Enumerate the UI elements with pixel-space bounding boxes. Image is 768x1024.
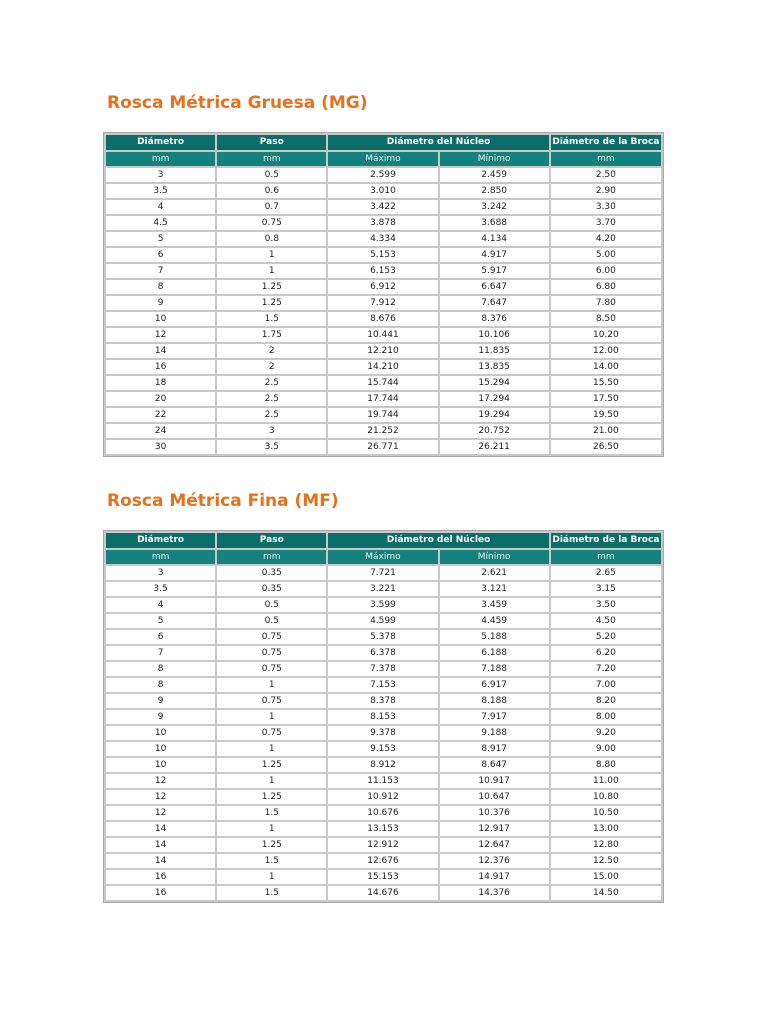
table-row bbox=[106, 598, 661, 612]
cell-broca: 10.80 bbox=[551, 790, 661, 804]
cell-nucleo-minimo: 11.835 bbox=[440, 344, 549, 358]
table-row bbox=[106, 200, 661, 214]
cell-diametro: 4 bbox=[106, 200, 215, 214]
table-header-row bbox=[106, 533, 661, 548]
cell-nucleo-minimo: 3.242 bbox=[440, 200, 549, 214]
cell-nucleo-maximo: 8.912 bbox=[328, 758, 437, 772]
table-row bbox=[106, 758, 661, 772]
cell-broca: 7.20 bbox=[551, 662, 661, 676]
table-row bbox=[106, 440, 661, 454]
table-row bbox=[106, 886, 661, 900]
table-row bbox=[106, 726, 661, 740]
header-diametro-broca: Diámetro de la Broca bbox=[551, 533, 661, 548]
cell-diametro: 4.5 bbox=[106, 216, 215, 230]
cell-diametro: 14 bbox=[106, 838, 215, 852]
cell-nucleo-minimo: 10.917 bbox=[440, 774, 549, 788]
cell-nucleo-maximo: 7.721 bbox=[328, 566, 437, 580]
cell-nucleo-minimo: 6.647 bbox=[440, 280, 549, 294]
section-title-mf: Rosca Métrica Fina (MF) bbox=[107, 491, 339, 511]
cell-broca: 9.00 bbox=[551, 742, 661, 756]
cell-broca: 9.20 bbox=[551, 726, 661, 740]
cell-diametro: 8 bbox=[106, 678, 215, 692]
cell-nucleo-maximo: 3.599 bbox=[328, 598, 437, 612]
cell-paso: 1 bbox=[217, 710, 326, 724]
table-row bbox=[106, 248, 661, 262]
cell-nucleo-maximo: 8.153 bbox=[328, 710, 437, 724]
table-row bbox=[106, 424, 661, 438]
subheader-unit: mm bbox=[106, 152, 215, 166]
cell-diametro: 6 bbox=[106, 248, 215, 262]
subheader-unit: mm bbox=[217, 550, 326, 564]
cell-diametro: 30 bbox=[106, 440, 215, 454]
section-rosca-metrica-gruesa bbox=[103, 90, 664, 457]
table-row bbox=[106, 408, 661, 422]
table-row bbox=[106, 296, 661, 310]
table-row bbox=[106, 742, 661, 756]
cell-broca: 14.50 bbox=[551, 886, 661, 900]
cell-nucleo-maximo: 3.422 bbox=[328, 200, 437, 214]
table-row bbox=[106, 328, 661, 342]
cell-nucleo-minimo: 10.376 bbox=[440, 806, 549, 820]
cell-nucleo-minimo: 14.917 bbox=[440, 870, 549, 884]
cell-nucleo-maximo: 12.912 bbox=[328, 838, 437, 852]
cell-nucleo-minimo: 12.647 bbox=[440, 838, 549, 852]
table-row bbox=[106, 216, 661, 230]
table-row bbox=[106, 392, 661, 406]
cell-nucleo-minimo: 10.647 bbox=[440, 790, 549, 804]
cell-nucleo-minimo: 8.376 bbox=[440, 312, 549, 326]
subheader-unit: mm bbox=[551, 152, 661, 166]
cell-diametro: 14 bbox=[106, 854, 215, 868]
cell-broca: 8.80 bbox=[551, 758, 661, 772]
cell-broca: 7.00 bbox=[551, 678, 661, 692]
cell-broca: 6.00 bbox=[551, 264, 661, 278]
cell-broca: 3.70 bbox=[551, 216, 661, 230]
cell-diametro: 12 bbox=[106, 790, 215, 804]
cell-nucleo-minimo: 13.835 bbox=[440, 360, 549, 374]
cell-diametro: 3.5 bbox=[106, 184, 215, 198]
cell-nucleo-maximo: 7.153 bbox=[328, 678, 437, 692]
cell-diametro: 16 bbox=[106, 360, 215, 374]
cell-broca: 2.50 bbox=[551, 168, 661, 182]
table-row bbox=[106, 360, 661, 374]
cell-nucleo-maximo: 5.153 bbox=[328, 248, 437, 262]
cell-nucleo-minimo: 6.917 bbox=[440, 678, 549, 692]
table-row bbox=[106, 678, 661, 692]
cell-broca: 11.00 bbox=[551, 774, 661, 788]
subheader-unit: mm bbox=[551, 550, 661, 564]
table-row bbox=[106, 264, 661, 278]
cell-diametro: 3 bbox=[106, 168, 215, 182]
cell-diametro: 10 bbox=[106, 758, 215, 772]
cell-diametro: 4 bbox=[106, 598, 215, 612]
cell-broca: 10.20 bbox=[551, 328, 661, 342]
cell-paso: 2.5 bbox=[217, 408, 326, 422]
subheader-unit: mm bbox=[217, 152, 326, 166]
cell-nucleo-maximo: 9.153 bbox=[328, 742, 437, 756]
cell-nucleo-minimo: 5.917 bbox=[440, 264, 549, 278]
header-diametro: Diámetro bbox=[106, 135, 215, 150]
cell-paso: 1.25 bbox=[217, 280, 326, 294]
cell-nucleo-minimo: 2.850 bbox=[440, 184, 549, 198]
cell-nucleo-maximo: 12.676 bbox=[328, 854, 437, 868]
cell-paso: 0.5 bbox=[217, 598, 326, 612]
cell-broca: 17.50 bbox=[551, 392, 661, 406]
cell-diametro: 24 bbox=[106, 424, 215, 438]
cell-nucleo-maximo: 7.378 bbox=[328, 662, 437, 676]
table-row bbox=[106, 280, 661, 294]
cell-broca: 15.50 bbox=[551, 376, 661, 390]
cell-broca: 26.50 bbox=[551, 440, 661, 454]
cell-diametro: 18 bbox=[106, 376, 215, 390]
table-row bbox=[106, 854, 661, 868]
cell-broca: 12.00 bbox=[551, 344, 661, 358]
cell-nucleo-maximo: 3.221 bbox=[328, 582, 437, 596]
table-row bbox=[106, 710, 661, 724]
cell-nucleo-maximo: 6.912 bbox=[328, 280, 437, 294]
table-row bbox=[106, 232, 661, 246]
table-body-mg bbox=[106, 168, 661, 454]
cell-nucleo-maximo: 2.599 bbox=[328, 168, 437, 182]
cell-nucleo-maximo: 3.878 bbox=[328, 216, 437, 230]
cell-nucleo-maximo: 5.378 bbox=[328, 630, 437, 644]
cell-nucleo-minimo: 4.917 bbox=[440, 248, 549, 262]
cell-paso: 0.35 bbox=[217, 566, 326, 580]
table-row bbox=[106, 790, 661, 804]
section-title-mg: Rosca Métrica Gruesa (MG) bbox=[107, 93, 368, 113]
table-mf bbox=[103, 530, 664, 903]
cell-nucleo-maximo: 4.334 bbox=[328, 232, 437, 246]
table-row bbox=[106, 312, 661, 326]
table-row bbox=[106, 630, 661, 644]
cell-broca: 8.00 bbox=[551, 710, 661, 724]
cell-paso: 1.5 bbox=[217, 886, 326, 900]
cell-nucleo-maximo: 10.441 bbox=[328, 328, 437, 342]
table-row bbox=[106, 822, 661, 836]
subheader-maximo: Máximo bbox=[328, 152, 437, 166]
table-body-mf bbox=[106, 566, 661, 900]
cell-broca: 12.50 bbox=[551, 854, 661, 868]
cell-diametro: 9 bbox=[106, 694, 215, 708]
cell-nucleo-minimo: 3.688 bbox=[440, 216, 549, 230]
cell-paso: 0.8 bbox=[217, 232, 326, 246]
cell-broca: 12.80 bbox=[551, 838, 661, 852]
cell-nucleo-minimo: 8.917 bbox=[440, 742, 549, 756]
table-row bbox=[106, 376, 661, 390]
cell-diametro: 3 bbox=[106, 566, 215, 580]
table-header-row bbox=[106, 135, 661, 150]
cell-paso: 1.25 bbox=[217, 296, 326, 310]
cell-nucleo-maximo: 8.378 bbox=[328, 694, 437, 708]
table-row bbox=[106, 646, 661, 660]
cell-paso: 1 bbox=[217, 742, 326, 756]
cell-nucleo-minimo: 9.188 bbox=[440, 726, 549, 740]
cell-nucleo-maximo: 12.210 bbox=[328, 344, 437, 358]
cell-broca: 19.50 bbox=[551, 408, 661, 422]
cell-nucleo-minimo: 7.647 bbox=[440, 296, 549, 310]
cell-diametro: 10 bbox=[106, 742, 215, 756]
cell-paso: 0.75 bbox=[217, 662, 326, 676]
table-subheader-row bbox=[106, 152, 661, 166]
cell-broca: 3.30 bbox=[551, 200, 661, 214]
table-subheader-row bbox=[106, 550, 661, 564]
cell-paso: 0.7 bbox=[217, 200, 326, 214]
cell-paso: 0.6 bbox=[217, 184, 326, 198]
table-row bbox=[106, 806, 661, 820]
cell-broca: 2.90 bbox=[551, 184, 661, 198]
header-diametro-nucleo: Diámetro del Núcleo bbox=[328, 533, 548, 548]
table-row bbox=[106, 168, 661, 182]
cell-paso: 2 bbox=[217, 344, 326, 358]
cell-nucleo-maximo: 15.744 bbox=[328, 376, 437, 390]
cell-nucleo-maximo: 19.744 bbox=[328, 408, 437, 422]
cell-paso: 1.5 bbox=[217, 806, 326, 820]
cell-nucleo-maximo: 26.771 bbox=[328, 440, 437, 454]
cell-nucleo-maximo: 14.210 bbox=[328, 360, 437, 374]
cell-diametro: 5 bbox=[106, 614, 215, 628]
cell-paso: 0.75 bbox=[217, 630, 326, 644]
cell-broca: 13.00 bbox=[551, 822, 661, 836]
cell-nucleo-minimo: 26.211 bbox=[440, 440, 549, 454]
cell-broca: 4.50 bbox=[551, 614, 661, 628]
cell-broca: 3.15 bbox=[551, 582, 661, 596]
subheader-minimo: Mínimo bbox=[440, 550, 549, 564]
cell-nucleo-maximo: 9.378 bbox=[328, 726, 437, 740]
cell-paso: 3.5 bbox=[217, 440, 326, 454]
cell-diametro: 6 bbox=[106, 630, 215, 644]
cell-nucleo-maximo: 4.599 bbox=[328, 614, 437, 628]
cell-nucleo-maximo: 10.912 bbox=[328, 790, 437, 804]
cell-paso: 2.5 bbox=[217, 376, 326, 390]
table-row bbox=[106, 774, 661, 788]
cell-paso: 1 bbox=[217, 870, 326, 884]
cell-paso: 0.35 bbox=[217, 582, 326, 596]
cell-broca: 5.20 bbox=[551, 630, 661, 644]
cell-nucleo-minimo: 10.106 bbox=[440, 328, 549, 342]
cell-nucleo-minimo: 12.376 bbox=[440, 854, 549, 868]
cell-nucleo-minimo: 7.188 bbox=[440, 662, 549, 676]
table-row bbox=[106, 184, 661, 198]
table-row bbox=[106, 566, 661, 580]
cell-nucleo-minimo: 15.294 bbox=[440, 376, 549, 390]
cell-nucleo-minimo: 2.459 bbox=[440, 168, 549, 182]
cell-paso: 0.5 bbox=[217, 614, 326, 628]
cell-diametro: 14 bbox=[106, 822, 215, 836]
cell-diametro: 16 bbox=[106, 886, 215, 900]
cell-paso: 0.75 bbox=[217, 726, 326, 740]
header-diametro-nucleo: Diámetro del Núcleo bbox=[328, 135, 548, 150]
table-row bbox=[106, 662, 661, 676]
cell-nucleo-maximo: 6.153 bbox=[328, 264, 437, 278]
cell-nucleo-minimo: 6.188 bbox=[440, 646, 549, 660]
cell-nucleo-minimo: 4.134 bbox=[440, 232, 549, 246]
cell-nucleo-minimo: 7.917 bbox=[440, 710, 549, 724]
cell-paso: 0.75 bbox=[217, 646, 326, 660]
cell-paso: 1 bbox=[217, 678, 326, 692]
cell-broca: 5.00 bbox=[551, 248, 661, 262]
cell-nucleo-minimo: 8.647 bbox=[440, 758, 549, 772]
cell-diametro: 3.5 bbox=[106, 582, 215, 596]
cell-diametro: 8 bbox=[106, 280, 215, 294]
cell-paso: 2 bbox=[217, 360, 326, 374]
cell-nucleo-maximo: 8.676 bbox=[328, 312, 437, 326]
cell-nucleo-minimo: 20.752 bbox=[440, 424, 549, 438]
cell-nucleo-minimo: 3.121 bbox=[440, 582, 549, 596]
cell-broca: 14.00 bbox=[551, 360, 661, 374]
header-diametro: Diámetro bbox=[106, 533, 215, 548]
cell-nucleo-minimo: 12.917 bbox=[440, 822, 549, 836]
cell-paso: 1.25 bbox=[217, 790, 326, 804]
cell-diametro: 5 bbox=[106, 232, 215, 246]
cell-diametro: 12 bbox=[106, 328, 215, 342]
subheader-minimo: Mínimo bbox=[440, 152, 549, 166]
header-paso: Paso bbox=[217, 533, 326, 548]
cell-diametro: 9 bbox=[106, 296, 215, 310]
cell-nucleo-maximo: 7.912 bbox=[328, 296, 437, 310]
cell-nucleo-minimo: 19.294 bbox=[440, 408, 549, 422]
cell-broca: 8.50 bbox=[551, 312, 661, 326]
cell-paso: 1 bbox=[217, 774, 326, 788]
cell-broca: 21.00 bbox=[551, 424, 661, 438]
cell-diametro: 10 bbox=[106, 726, 215, 740]
cell-nucleo-maximo: 13.153 bbox=[328, 822, 437, 836]
cell-broca: 3.50 bbox=[551, 598, 661, 612]
cell-broca: 6.80 bbox=[551, 280, 661, 294]
cell-paso: 1 bbox=[217, 264, 326, 278]
cell-broca: 10.50 bbox=[551, 806, 661, 820]
table-row bbox=[106, 870, 661, 884]
cell-diametro: 8 bbox=[106, 662, 215, 676]
header-diametro-broca: Diámetro de la Broca bbox=[551, 135, 661, 150]
table-mg bbox=[103, 132, 664, 457]
section-rosca-metrica-fina bbox=[103, 488, 664, 903]
cell-nucleo-maximo: 14.676 bbox=[328, 886, 437, 900]
cell-broca: 4.20 bbox=[551, 232, 661, 246]
cell-nucleo-minimo: 17.294 bbox=[440, 392, 549, 406]
table-row bbox=[106, 582, 661, 596]
cell-broca: 6.20 bbox=[551, 646, 661, 660]
cell-paso: 1 bbox=[217, 822, 326, 836]
cell-diametro: 12 bbox=[106, 806, 215, 820]
table-row bbox=[106, 694, 661, 708]
cell-nucleo-minimo: 4.459 bbox=[440, 614, 549, 628]
subheader-unit: mm bbox=[106, 550, 215, 564]
cell-nucleo-maximo: 17.744 bbox=[328, 392, 437, 406]
cell-nucleo-maximo: 6.378 bbox=[328, 646, 437, 660]
cell-diametro: 14 bbox=[106, 344, 215, 358]
cell-paso: 3 bbox=[217, 424, 326, 438]
cell-paso: 0.5 bbox=[217, 168, 326, 182]
cell-diametro: 10 bbox=[106, 312, 215, 326]
cell-nucleo-minimo: 8.188 bbox=[440, 694, 549, 708]
table-row bbox=[106, 344, 661, 358]
cell-nucleo-minimo: 2.621 bbox=[440, 566, 549, 580]
cell-paso: 1.5 bbox=[217, 854, 326, 868]
cell-nucleo-maximo: 11.153 bbox=[328, 774, 437, 788]
cell-diametro: 7 bbox=[106, 264, 215, 278]
cell-diametro: 22 bbox=[106, 408, 215, 422]
cell-nucleo-maximo: 15.153 bbox=[328, 870, 437, 884]
cell-diametro: 9 bbox=[106, 710, 215, 724]
cell-nucleo-maximo: 21.252 bbox=[328, 424, 437, 438]
cell-broca: 8.20 bbox=[551, 694, 661, 708]
cell-diametro: 20 bbox=[106, 392, 215, 406]
table-row bbox=[106, 614, 661, 628]
cell-diametro: 16 bbox=[106, 870, 215, 884]
cell-nucleo-minimo: 5.188 bbox=[440, 630, 549, 644]
cell-broca: 7.80 bbox=[551, 296, 661, 310]
cell-paso: 2.5 bbox=[217, 392, 326, 406]
cell-paso: 1.25 bbox=[217, 838, 326, 852]
cell-nucleo-maximo: 3.010 bbox=[328, 184, 437, 198]
cell-nucleo-minimo: 14.376 bbox=[440, 886, 549, 900]
cell-nucleo-maximo: 10.676 bbox=[328, 806, 437, 820]
cell-paso: 1.25 bbox=[217, 758, 326, 772]
cell-paso: 1 bbox=[217, 248, 326, 262]
cell-paso: 0.75 bbox=[217, 694, 326, 708]
cell-diametro: 7 bbox=[106, 646, 215, 660]
subheader-maximo: Máximo bbox=[328, 550, 437, 564]
cell-paso: 0.75 bbox=[217, 216, 326, 230]
table-row bbox=[106, 838, 661, 852]
cell-diametro: 12 bbox=[106, 774, 215, 788]
cell-nucleo-minimo: 3.459 bbox=[440, 598, 549, 612]
header-paso: Paso bbox=[217, 135, 326, 150]
cell-paso: 1.75 bbox=[217, 328, 326, 342]
cell-broca: 2.65 bbox=[551, 566, 661, 580]
cell-paso: 1.5 bbox=[217, 312, 326, 326]
cell-broca: 15.00 bbox=[551, 870, 661, 884]
